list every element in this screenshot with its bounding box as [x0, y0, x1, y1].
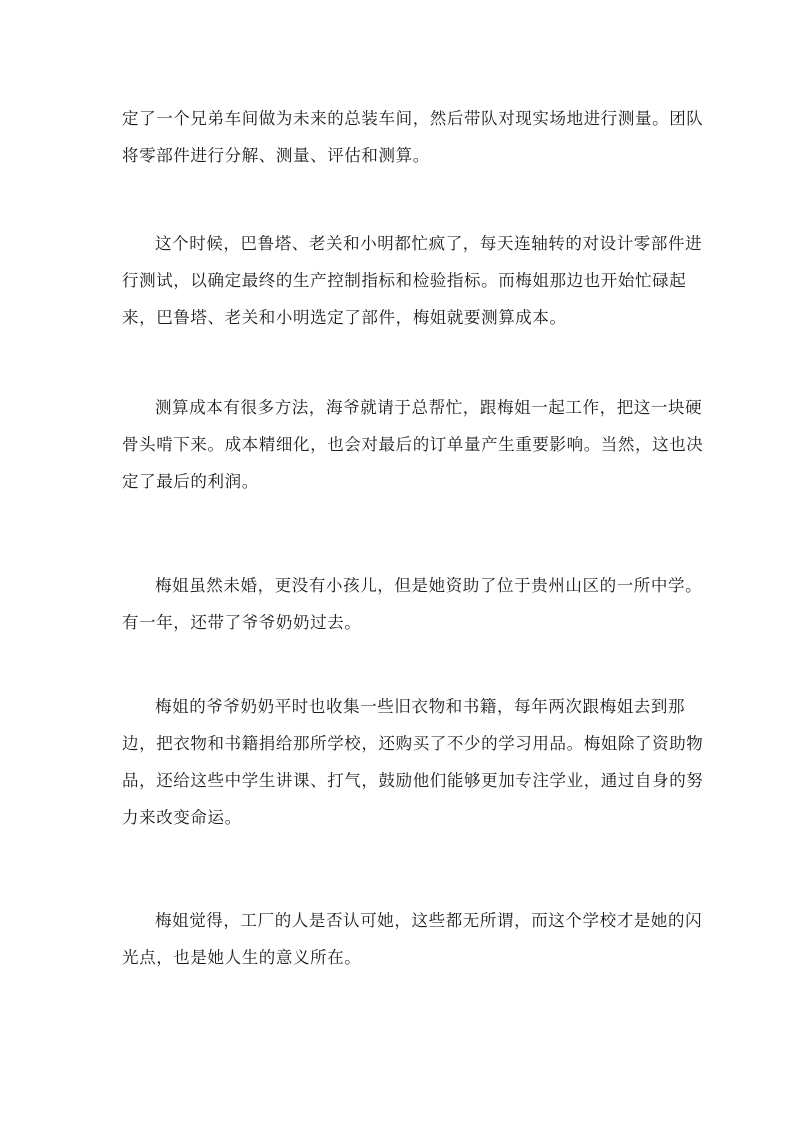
- paragraph-line: 梅姐的爷爷奶奶平时也收集一些旧衣物和书籍，每年两次跟梅姐去到那: [155, 697, 686, 716]
- paragraph-line: 测算成本有很多方法，海爷就请于总帮忙，跟梅姐一起工作，把这一块硬: [155, 398, 703, 417]
- paragraph-line: 骨头啃下来。成本精细化，也会对最后的订单量产生重要影响。当然，这也决: [122, 435, 704, 454]
- paragraph-line: 光点，也是她人生的意义所在。: [122, 948, 362, 967]
- paragraph-6: [122, 902, 703, 976]
- paragraph-4: [122, 567, 703, 641]
- paragraph-line: 定了最后的利润。: [122, 472, 259, 491]
- paragraph-3: [122, 389, 704, 500]
- paragraph-line: 将零部件进行分解、测量、评估和测算。: [122, 146, 430, 165]
- paragraph-line: 力来改变命运。: [122, 808, 242, 827]
- paragraph-line: 品，还给这些中学生讲课、打气，鼓励他们能够更加专注学业，通过自身的努: [122, 771, 704, 790]
- paragraph-line: 这个时候，巴鲁塔、老关和小明都忙疯了，每天连轴转的对设计零部件进: [155, 234, 703, 253]
- paragraph-line: 边，把衣物和书籍捐给那所学校，还购买了不少的学习用品。梅姐除了资助物: [122, 734, 704, 753]
- paragraph-2: [122, 225, 703, 336]
- paragraph-5: [122, 688, 704, 836]
- paragraph-line: 有一年，还带了爷爷奶奶过去。: [122, 613, 362, 632]
- paragraph-line: 来，巴鲁塔、老关和小明选定了部件，梅姐就要测算成本。: [122, 308, 567, 327]
- paragraph-line: 梅姐虽然未婚，更没有小孩儿，但是她资助了位于贵州山区的一所中学。: [155, 576, 703, 595]
- paragraph-line: 梅姐觉得，工厂的人是否认可她，这些都无所谓，而这个学校才是她的闪: [155, 911, 703, 930]
- paragraph-1: [122, 100, 704, 174]
- paragraph-line: 定了一个兄弟车间做为未来的总装车间，然后带队对现实场地进行测量。团队: [122, 109, 704, 128]
- paragraph-line: 行测试，以确定最终的生产控制指标和检验指标。而梅姐那边也开始忙碌起: [122, 271, 687, 290]
